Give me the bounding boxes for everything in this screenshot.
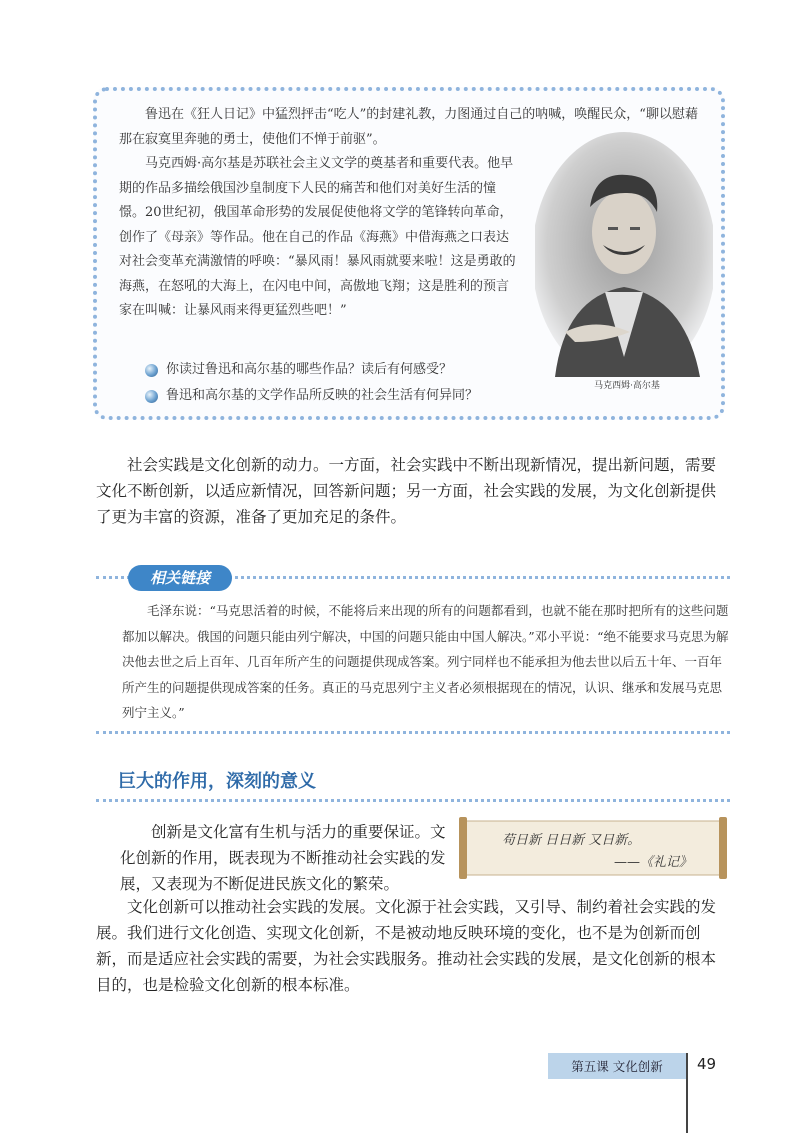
related-link-badge: 相关链接 <box>128 565 232 591</box>
question-text: 你读过鲁迅和高尔基的哪些作品？读后有何感受？ <box>166 362 453 377</box>
dotted-divider <box>96 799 730 802</box>
body-paragraph: 社会实践是文化创新的动力。一方面，社会实践中不断出现新情况，提出新问题，需要文化不断创新，以适应新情况，回答新问题；另一方面，社会实践的发展，为文化创新提供了更为丰富的资源，准备了更加充足的条件。 <box>96 456 717 526</box>
luxun-paragraph: 鲁迅在《狂人日记》中猛烈抨击“吃人”的封建礼教，力图通过自己的呐喊，唤醒民众，“聊以慰藉那在寂寞里奔驰的勇士，使他们不惮于前驱”。 <box>119 107 698 147</box>
footer-rule <box>686 1053 688 1133</box>
page-number: 49 <box>697 1055 717 1073</box>
section-paragraph-text: 文化创新可以推动社会实践的发展。文化源于社会实践，又引导、制约着社会实践的发展。我们进行文化创造、实现文化创新，不是被动地反映环境的变化，也不是为创新而创新，而是适应社会实践的需要，为社会实践服务。推动社会实践的发展，是文化创新的根本目的，也是检验文化创新的根本标准。 <box>96 898 717 994</box>
bullet-icon <box>145 390 158 403</box>
question-item <box>145 357 525 383</box>
gorky-portrait <box>535 127 713 377</box>
gorky-paragraph: 马克西姆·高尔基是苏联社会主义文学的奠基者和重要代表。他早期的作品多描绘俄国沙皇制度下人民的痛苦和他们对美好生活的憧憬。20世纪初，俄国革命形势的发展促使他将文学的笔锋转向革命，创作了《母亲》等作品。他在自己的作品《海燕》中借海燕之口表达对社会变革充满激情的呼唤：“暴风雨！暴风雨就要来啦！这是勇敢的海燕，在怒吼的大海上，在闪电中间，高傲地飞翔；这是胜利的预言家在叫喊：让暴风雨来得更猛烈些吧！” <box>119 156 516 318</box>
quote-source: ——《礼记》 <box>614 855 693 870</box>
photo-caption: 马克西姆·高尔基 <box>594 381 660 391</box>
section-paragraph: 创新是文化富有生机与活力的重要保证。文化创新的作用，既表现为不断推动社会实践的发展，又表现为不断促进民族文化的繁荣。 <box>120 823 446 893</box>
section-paragraph <box>96 894 728 998</box>
related-link-text: 毛泽东说：“马克思活着的时候，不能将后来出现的所有的问题都看到，也就不能在那时把所有的这些问题都加以解决。俄国的问题只能由列宁解决，中国的问题只能由中国人解决。”邓小平说：“绝不能要求马克思为解决他去世之后上百年、几百年所产生的问题提供现成答案。列宁同样也不能承担为他去世以后五十年、一百年所产生的问题提供现成答案的任务。真正的马克思列宁主义者必须根据现在的情况，认识、继承和发展马克思列宁主义。” <box>122 603 729 720</box>
lesson-label: 第五课 文化创新 <box>548 1053 686 1079</box>
dotted-divider <box>96 731 730 734</box>
section-title: 巨大的作用，深刻的意义 <box>118 771 316 792</box>
question-item <box>145 383 525 409</box>
question-text: 鲁迅和高尔基的文学作品所反映的社会生活有何异同？ <box>166 388 479 403</box>
question-list <box>145 357 525 409</box>
discussion-box <box>93 87 725 420</box>
quote-text: 苟日新 日日新 又日新。 <box>502 833 641 848</box>
bullet-icon <box>145 364 158 377</box>
